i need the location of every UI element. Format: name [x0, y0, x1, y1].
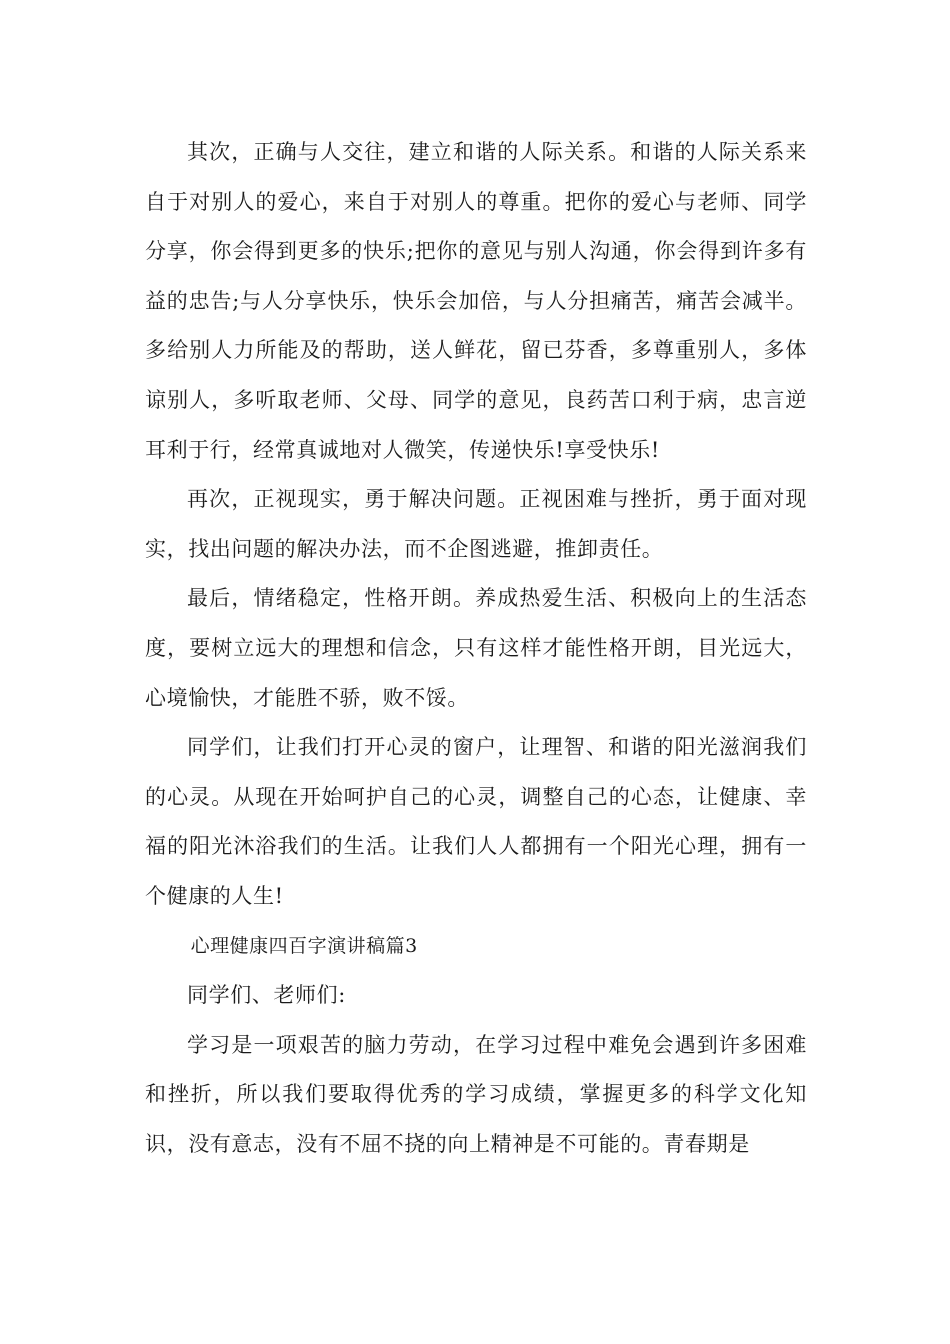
paragraph-closing-appeal: 同学们，让我们打开心灵的窗户，让理智、和谐的阳光滋润我们的心灵。从现在开始呵护自己的心灵，调整自己的心态，让健康、幸福的阳光沐浴我们的生活。让我们人人都拥有一个阳光心理，拥有一个健康的人生!	[145, 735, 807, 908]
paragraph-interpersonal: 其次，正确与人交往，建立和谐的人际关系。和谐的人际关系来自于对别人的爱心，来自于对别人的尊重。把你的爱心与老师、同学分享，你会得到更多的快乐;把你的意见与别人沟通，你会得到许多有益的忠告;与人分享快乐，快乐会加倍，与人分担痛苦，痛苦会减半。多给别人力所能及的帮助，送人鲜花，留已芬香，多尊重别人，多体谅别人，多听取老师、父母、同学的意见，良药苦口利于病，忠言逆耳利于行，经常真诚地对人微笑，传递快乐!享受快乐!	[145, 140, 807, 462]
document-page	[145, 128, 807, 1169]
section-heading: 心理健康四百字演讲稿篇3	[190, 934, 418, 957]
paragraph-study-hardship: 学习是一项艰苦的脑力劳动，在学习过程中难免会遇到许多困难和挫折，所以我们要取得优秀的学习成绩，掌握更多的科学文化知识，没有意志，没有不屈不挠的向上精神是不可能的。青春期是	[145, 1032, 807, 1156]
salutation: 同学们、老师们:	[187, 983, 346, 1008]
paragraph-emotional-stability: 最后，情绪稳定，性格开朗。养成热爱生活、积极向上的生活态度，要树立远大的理想和信念，只有这样才能性格开朗，目光远大，心境愉快，才能胜不骄，败不馁。	[145, 586, 807, 710]
paragraph-face-reality: 再次，正视现实，勇于解决问题。正视困难与挫折，勇于面对现实，找出问题的解决办法，而不企图逃避，推卸责任。	[145, 487, 807, 561]
